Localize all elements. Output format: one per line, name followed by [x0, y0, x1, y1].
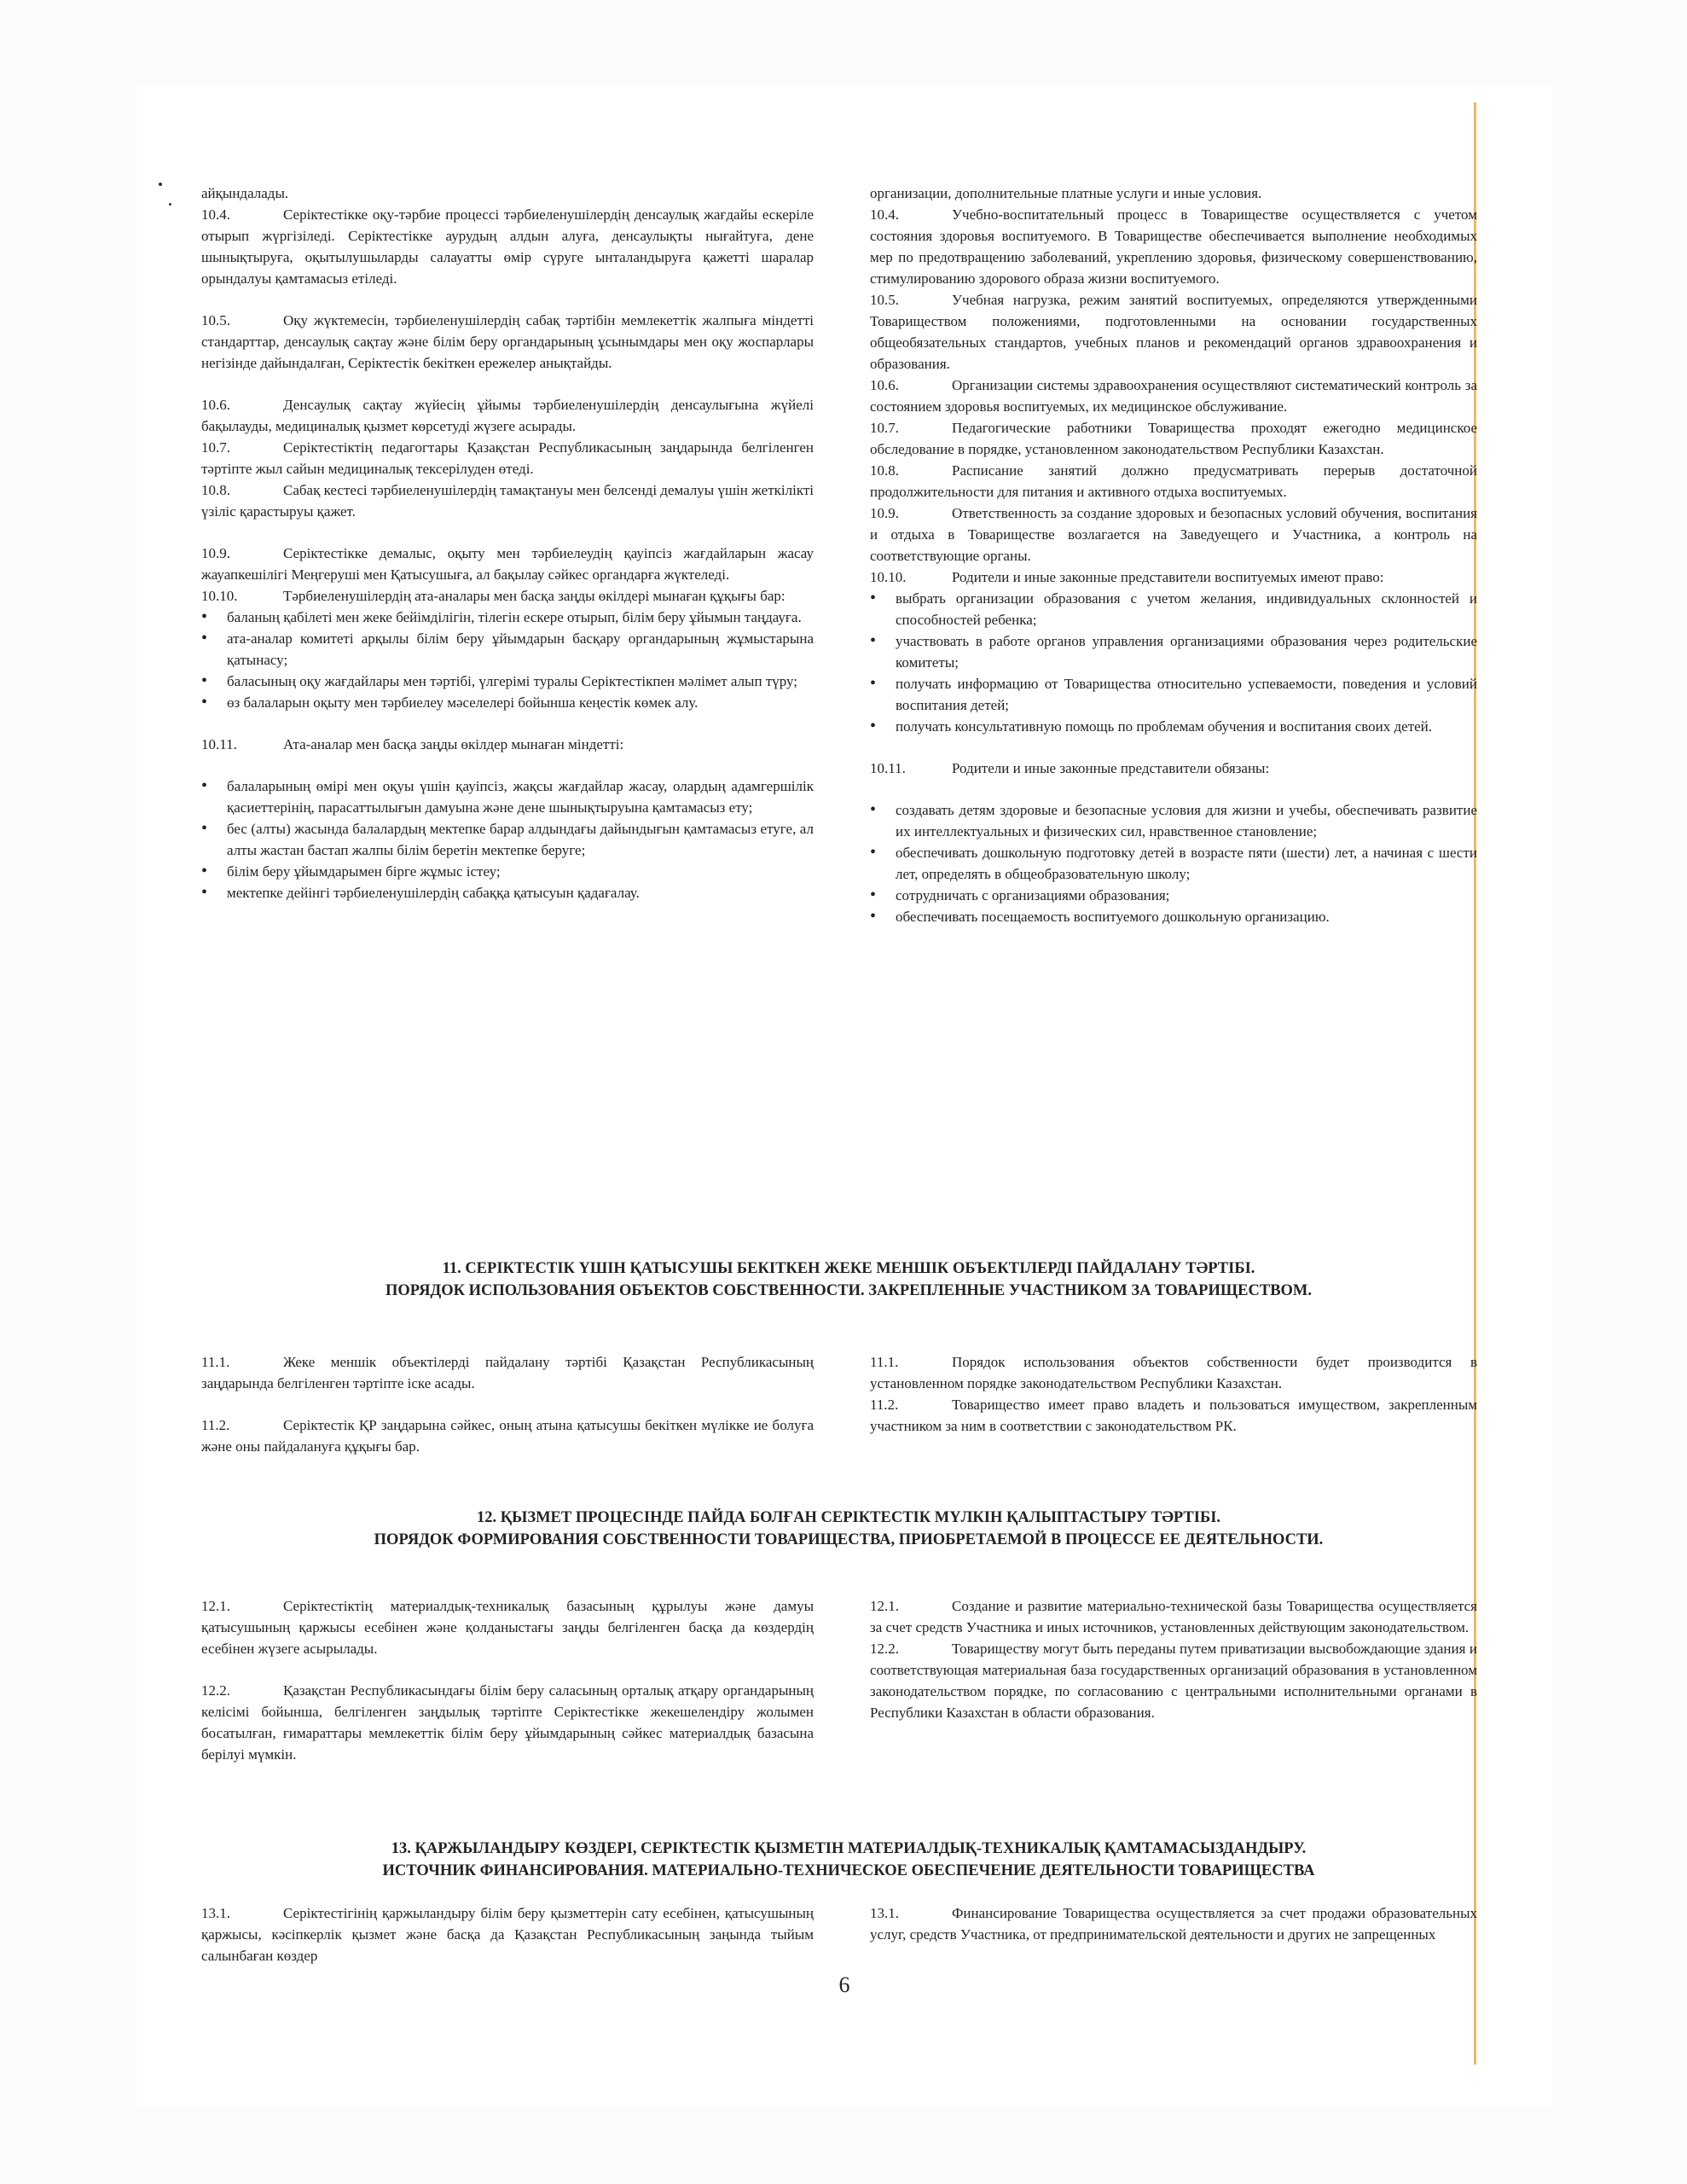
bullet-list [870, 588, 1477, 737]
clause-number: 11.1. [870, 1354, 899, 1370]
clause-text: Педагогические работники Товарищества проходят ежегодно медицинское обследование в порядке, установленном законодательством Республики Казахстан. [870, 420, 1477, 457]
clause-number: 10.8. [201, 482, 230, 498]
heading-kz: 11. СЕРІКТЕСТІК ҮШІН ҚАТЫСУШЫ БЕКІТКЕН ЖЕКЕ МЕНШІК ОБЪЕКТІЛЕРДІ ПАЙДАЛАНУ ТӘРТІБІ. [442, 1260, 1255, 1277]
kazakh-column [201, 1595, 814, 1765]
clause-text: Создание и развитие материально-технической базы Товарищества осуществляется за счет средств Участника и иных источников, установленных действующим законодательством. [870, 1598, 1477, 1635]
clause-number: 10.11. [870, 760, 906, 776]
clause-paragraph [201, 479, 814, 522]
clause-number: 12.1. [870, 1598, 899, 1614]
clause-paragraph [870, 502, 1477, 566]
clause-number: 10.10. [201, 588, 238, 604]
clause-paragraph [201, 543, 814, 585]
clause-paragraph [201, 310, 814, 374]
clause-text: Порядок использования объектов собственности будет производится в установленном порядке законодательством Республики Казахстан. [870, 1354, 1477, 1391]
clause-paragraph [201, 437, 814, 479]
clause-text: Сабақ кестесі тәрбиеленушілердің тамақтануы мен белсенді демалуы үшін жеткілікті үзіліс қарастыруы қажет. [201, 482, 815, 520]
clause-paragraph [870, 204, 1477, 289]
heading-kz: 12. ҚЫЗМЕТ ПРОЦЕСІНДЕ ПАЙДА БОЛҒАН СЕРІКТЕСТІК МҮЛКІН ҚАЛЫПТАСТЫРУ ТӘРТІБІ. [476, 1509, 1221, 1526]
clause-paragraph [870, 289, 1477, 375]
bullet-list [201, 607, 814, 713]
clause-paragraph [201, 1414, 814, 1457]
list-item: • сотрудничать с организациями образования; [870, 885, 1477, 906]
list-item: • получать информацию от Товарищества относительно успеваемости, поведения и условий воспитания детей; [870, 673, 1477, 716]
list-item: • обеспечивать посещаемость воспитуемого дошкольную организацию. [870, 906, 1477, 927]
clause-number: 10.6. [870, 377, 899, 393]
clause-number: 13.1. [201, 1905, 230, 1921]
clause-paragraph [870, 183, 1477, 204]
paragraph-gap [201, 1659, 814, 1680]
clause-paragraph [870, 1351, 1477, 1394]
clause-paragraph [201, 204, 814, 289]
clause-text: Родители и иные законные представители воспитуемых имеют право: [952, 569, 1384, 585]
clause-text: организации, дополнительные платные услуги и иные условия. [870, 185, 1262, 201]
page-number: 6 [838, 1972, 850, 1997]
clause-paragraph [870, 1638, 1477, 1723]
clause-number: 10.5. [870, 292, 899, 308]
clause-paragraph [870, 1595, 1477, 1638]
clause-paragraph [201, 1902, 814, 1966]
clause-text: Тәрбиеленушілердің ата-аналары мен басқа заңды өкілдері мынаған құқығы бар: [283, 588, 786, 604]
russian-column [870, 1351, 1477, 1437]
list-item: • создавать детям здоровые и безопасные условия для жизни и учебы, обеспечивать развитие их интеллектуальных и физических сил, нравственное становление; [870, 799, 1477, 842]
paragraph-gap [201, 374, 814, 394]
list-item: • өз балаларын оқыту мен тәрбиелеу мәселелері бойынша кеңестік көмек алу. [201, 692, 814, 713]
clause-text: Учебная нагрузка, режим занятий воспитуемых, определяются утвержденными Товариществом положениями, подготовленными на основании государственных общеобязательных стандартов, учебных планов и рекомендаций органов здравоохранения и образования. [870, 292, 1477, 372]
clause-paragraph [870, 375, 1477, 417]
clause-text: Организации системы здравоохранения осуществляют систематический контроль за состоянием здоровья воспитуемых, их медицинское обслуживание. [870, 377, 1477, 415]
kazakh-column [201, 1902, 814, 1966]
clause-number: 13.1. [870, 1905, 899, 1921]
clause-number: 12.2. [201, 1682, 230, 1699]
clause-paragraph [201, 394, 814, 437]
russian-column [870, 183, 1477, 927]
clause-number: 10.9. [201, 545, 230, 561]
clause-number: 10.9. [870, 505, 899, 521]
list-item: • баланың қабілеті мен жеке бейімділігін, тілегін ескере отырып, білім беру ұйымын таңдауға. [201, 607, 814, 628]
list-item: • мектепке дейінгі тәрбиеленушілердің сабаққа қатысуын қадағалау. [201, 882, 814, 903]
bullet-list [870, 799, 1477, 927]
clause-text: Родители и иные законные представители обязаны: [952, 760, 1270, 776]
clause-paragraph [870, 460, 1477, 502]
section-11-heading [222, 1258, 1475, 1302]
clause-paragraph [201, 1351, 814, 1394]
clause-text: Серіктестіктің педагогтары Қазақстан Республикасының заңдарында белгіленген тәртіпте жыл сайын медициналық тексерілуден өтеді. [201, 439, 814, 477]
russian-column [870, 1902, 1477, 1945]
clause-number: 11.2. [870, 1397, 899, 1413]
list-item: • получать консультативную помощь по проблемам обучения и воспитания своих детей. [870, 716, 1477, 737]
clause-paragraph [201, 734, 814, 755]
paragraph-gap [201, 289, 814, 310]
clause-number: 10.7. [870, 420, 899, 436]
list-item: • балаларының өмірі мен оқуы үшін қауіпсіз, жақсы жағдайлар жасау, олардың адамгершілік қасиеттерінің, парасаттылығын дамуына және дене шынықтыруына қамтамасыз ету; [201, 775, 814, 818]
clause-number: 10.11. [201, 736, 237, 752]
kazakh-column [201, 183, 814, 903]
clause-text: Серіктестікке демалыс, оқыту мен тәрбиелеудің қауіпсіз жағдайларын жасау жауапкешілігі Меңгеруші мен Қатысушыға, ал бақылау сәйкес органдарға жүктеледі. [201, 545, 814, 583]
clause-paragraph [870, 1902, 1477, 1945]
clause-text: Оқу жүктемесін, тәрбиеленушілердің сабақ тәртібін мемлекеттік жалпыға міндетті стандарттар, денсаулық сақтау және білім беру органдарының ұсынымдары мен оқу жоспарлары негізінде дайындалған, Серіктестік бекіткен ережелер анықтайды. [201, 312, 814, 371]
list-item: • участвовать в работе органов управления организациями образования через родительские комитеты; [870, 630, 1477, 673]
paragraph-gap [201, 522, 814, 543]
clause-number: 12.1. [201, 1598, 230, 1614]
clause-paragraph [870, 417, 1477, 460]
clause-text: Серіктестік ҚР заңдарына сәйкес, оның атына қатысушы бекіткен мүлікке ие болуға және оны пайдалануға құқығы бар. [201, 1417, 814, 1455]
list-item: • білім беру ұйымдарымен бірге жұмыс істеу; [201, 861, 814, 882]
clause-text: Товариществу могут быть переданы путем приватизации высвобождающие здания и соответствующая материальная база государственных организаций образования в установленном законодательством порядке, по согласованию с центральными исполнительными органами в Республики Казахстан в области образования. [870, 1641, 1477, 1721]
clause-number: 10.4. [870, 206, 899, 223]
russian-column [870, 1595, 1477, 1723]
clause-number: 10.10. [870, 569, 907, 585]
clause-text: Финансирование Товарищества осуществляется за счет продажи образовательных услуг, средств Участника, от предпринимательской деятельности и других не запрещенных [870, 1905, 1477, 1943]
paragraph-gap [201, 755, 814, 775]
list-item: • ата-аналар комитеті арқылы білім беру ұйымдарын басқару органдарының жұмыстарына қатынасу; [201, 628, 814, 671]
clause-text: Серіктестікке оқу-тәрбие процессі тәрбиеленушілердің денсаулық жағдайы ескеріле отырып жүргізіледі. Серіктестікке аурудың алдын алуға, денсаулықты нығайтуға, дене шынықтыруға, оқытылушыларды салауатты өмір сүруге ынталандыруға қажетті шаралар орындалуы қамтамасыз етіледі. [201, 206, 814, 287]
clause-text: Жеке меншік объектілерді пайдалану тәртібі Қазақстан Республикасының заңдарында белгіленген тәртіпте іске асады. [201, 1354, 814, 1391]
scan-speck [159, 183, 162, 186]
clause-text: Учебно-воспитательный процесс в Товариществе осуществляется с учетом состояния здоровья воспитуемого. В Товариществе обеспечивается выполнение необходимых мер по предотвращению заболеваний, укреплению здоровья, физическому совершенствованию, стимулированию здорового образа жизни воспитуемого. [870, 206, 1477, 287]
clause-paragraph [201, 1680, 814, 1765]
heading-ru: ПОРЯДОК ФОРМИРОВАНИЯ СОБСТВЕННОСТИ ТОВАРИЩЕСТВА, ПРИОБРЕТАЕМОЙ В ПРОЦЕССЕ ЕЕ ДЕЯТЕЛЬНОСТИ. [374, 1531, 1324, 1548]
clause-paragraph [870, 758, 1477, 779]
list-item: • бес (алты) жасында балалардың мектепке барар алдындағы дайындығын қамтамасыз етуге, ал алты жастан бастап жалпы білім беретін мектепке беруге; [201, 818, 814, 861]
clause-text: Серіктестіктің материалдық-техникалық базасының құрылуы және дамуы қатысушының қаржысы есебінен және қолданыстағы заңды белгіленген басқа да көздердің есебінен жүзеге асырылады. [201, 1598, 814, 1657]
clause-number: 10.8. [870, 462, 899, 479]
scan-speck [169, 203, 171, 206]
clause-text: Ата-аналар мен басқа заңды өкілдер мынаған міндетті: [283, 736, 624, 752]
heading-ru: ПОРЯДОК ИСПОЛЬЗОВАНИЯ ОБЪЕКТОВ СОБСТВЕННОСТИ. ЗАКРЕПЛЕННЫЕ УЧАСТНИКОМ ЗА ТОВАРИЩЕСТВОМ. [385, 1282, 1313, 1299]
list-item: • баласының оқу жағдайлары мен тәртібі, үлгерімі туралы Серіктестікпен мәлімет алып түру; [201, 671, 814, 692]
clause-paragraph [201, 585, 814, 607]
clause-text: айқындалады. [201, 185, 289, 201]
section-13-heading [222, 1838, 1475, 1882]
clause-number: 10.5. [201, 312, 230, 328]
clause-text: Серіктестігінің қаржыландыру білім беру қызметтерін сату есебінен, қатысушының қаржысы, кәсіпкерлік қызмет және басқа да Қазақстан Республикасының заңында тыйым салынбаған көздер [201, 1905, 814, 1964]
heading-kz: 13. ҚАРЖЫЛАНДЫРУ КӨЗДЕРІ, СЕРІКТЕСТІК ҚЫЗМЕТІН МАТЕРИАЛДЫҚ-ТЕХНИКАЛЫҚ ҚАМТАМАСЫЗДАНДЫРУ. [391, 1840, 1307, 1857]
clause-paragraph [201, 183, 814, 204]
clause-text: Расписание занятий должно предусматривать перерыв достаточной продолжительности для питания и активного отдыха воспитуемых. [870, 462, 1477, 500]
kazakh-column [201, 1351, 814, 1457]
clause-number: 10.4. [201, 206, 230, 223]
clause-paragraph [870, 566, 1477, 588]
clause-number: 11.2. [201, 1417, 230, 1433]
clause-number: 10.7. [201, 439, 230, 456]
heading-ru: ИСТОЧНИК ФИНАНСИРОВАНИЯ. МАТЕРИАЛЬНО-ТЕХНИЧЕСКОЕ ОБЕСПЕЧЕНИЕ ДЕЯТЕЛЬНОСТИ ТОВАРИЩЕСТВА [382, 1862, 1315, 1879]
clause-number: 11.1. [201, 1354, 230, 1370]
clause-text: Қазақстан Республикасындағы білім беру саласының орталық атқару органдарының келісімі бойынша, белгіленген заңдылық тәртіпте Серіктестікке жекешелендіру жолымен босатылған, ғимараттары мемлекеттік білім беру ұйымдарының сәйкес материалдық базасына берілуі мүмкін. [201, 1682, 814, 1763]
bullet-list [201, 775, 814, 903]
paragraph-gap [201, 1394, 814, 1414]
paragraph-gap [870, 737, 1477, 758]
clause-number: 12.2. [870, 1641, 899, 1657]
paragraph-gap [201, 713, 814, 734]
list-item: • обеспечивать дошкольную подготовку детей в возрасте пяти (шести) лет, а начиная с шести лет, определять в общеобразовательную школу; [870, 842, 1477, 885]
clause-number: 10.6. [201, 397, 230, 413]
clause-text: Денсаулық сақтау жүйесің ұйымы тәрбиеленушілердің денсаулығына жүйелі бақылауды, медициналық қызмет көрсетуді жүзеге асырады. [201, 397, 814, 434]
section-12-heading [222, 1507, 1475, 1551]
clause-paragraph [870, 1394, 1477, 1437]
clause-text: Товарищество имеет право владеть и пользоваться имуществом, закрепленным участником за ним в соответствии с законодательством РК. [870, 1397, 1477, 1434]
paragraph-gap [870, 779, 1477, 799]
clause-text: Ответственность за создание здоровых и безопасных условий обучения, воспитания и отдыха в Товариществе возлагается на Заведуещего и Участника, а контроль на соответствующие органы. [870, 505, 1477, 564]
list-item: • выбрать организации образования с учетом желания, индивидуальных склонностей и способностей ребенка; [870, 588, 1477, 630]
clause-paragraph [201, 1595, 814, 1659]
